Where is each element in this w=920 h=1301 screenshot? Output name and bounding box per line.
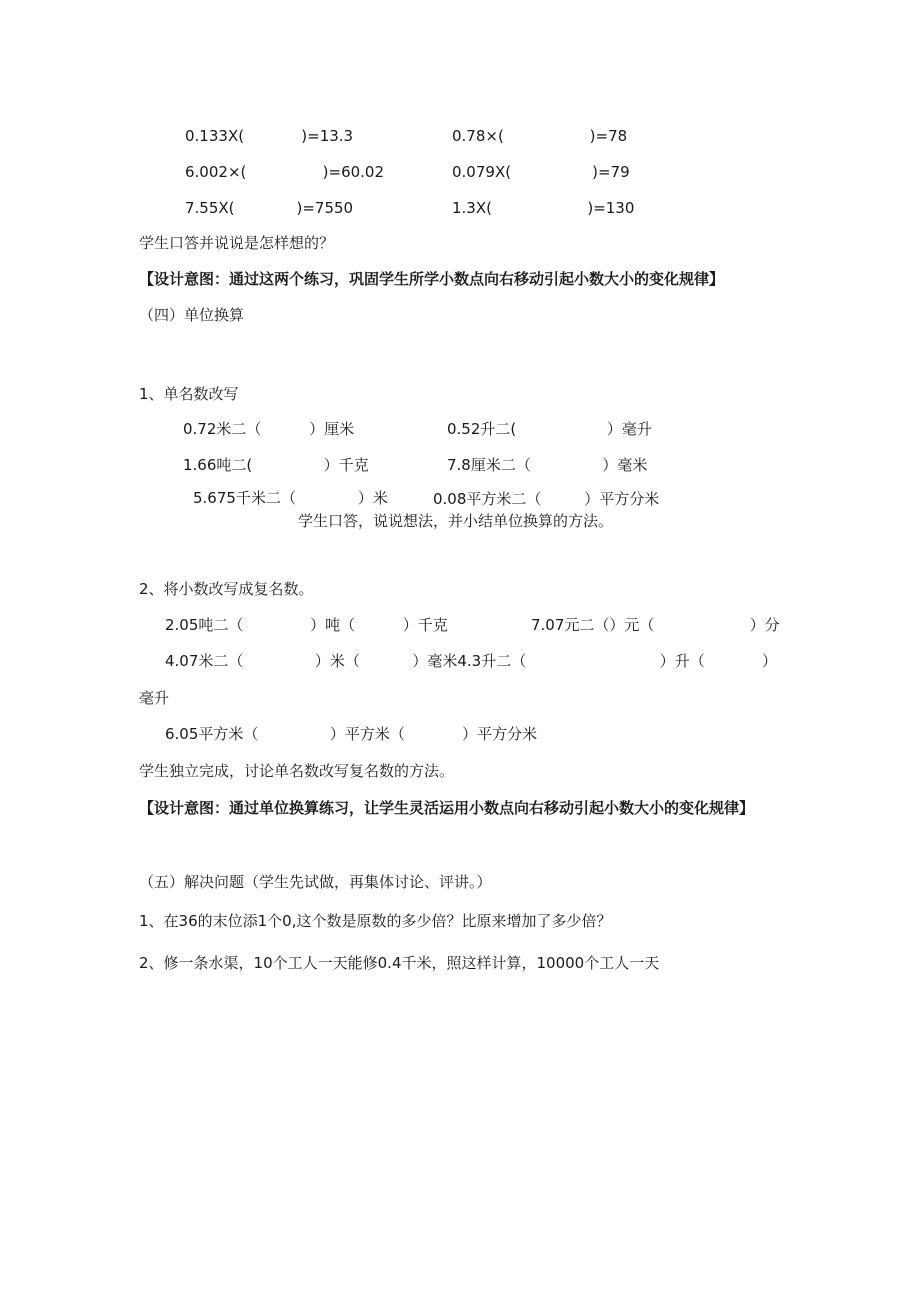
design-intent-1: 【设计意图：通过这两个练习，巩固学生所学小数点向右移动引起小数大小的变化规律】	[139, 270, 725, 288]
part-1-item-6: 0.08平方米二（ ）平方分米	[433, 490, 660, 508]
design-intent-2: 【设计意图：通过单位换算练习，让学生灵活运用小数点向右移动引起小数大小的变化规律】	[139, 799, 755, 817]
multiply-row-2-left: 6.002×( )=60.02	[185, 163, 385, 181]
part-2-item-4: 6.05平方米（ ）平方米（ ）平方分米	[165, 725, 538, 743]
part-2-summary: 学生独立完成，讨论单名数改写复名数的方法。	[139, 762, 455, 780]
oral-answer-1: 学生口答并说说是怎样想的？	[139, 234, 335, 252]
multiply-row-1-left: 0.133X( )=13.3	[185, 127, 354, 145]
multiply-row-3-right: 1.3X( )=130	[452, 199, 635, 217]
problem-1: 1、在36的末位添1个0,这个数是原数的多少倍？比原来增加了多少倍？	[139, 912, 612, 930]
multiply-row-2-right: 0.079X( )=79	[452, 163, 630, 181]
section-4-title: （四）单位换算	[139, 306, 245, 324]
part-2-item-3: 4.07米二（ ）米（ ）毫米4.3升二（ ）升（ ）	[165, 652, 777, 670]
part-1-item-1: 0.72米二（ ）厘米	[183, 420, 355, 438]
section-5-title: （五）解决问题（学生先试做，再集体讨论、评讲。）	[139, 873, 492, 891]
part-1-item-5: 5.675千米二（ ）米	[193, 489, 388, 507]
problem-2: 2、修一条水渠，10个工人一天能修0.4千米，照这样计算，10000个工人一天	[139, 954, 660, 972]
part-1-title: 1、单名数改写	[139, 385, 239, 403]
multiply-row-3-left: 7.55X( )=7550	[185, 199, 354, 217]
part-2-title: 2、将小数改写成复名数。	[139, 580, 314, 598]
part-1-item-2: 0.52升二( ）毫升	[447, 420, 652, 438]
part-2-item-2: 7.07元二（）元（ ）分	[531, 616, 780, 634]
part-1-summary: 学生口答，说说想法，并小结单位换算的方法。	[298, 512, 614, 530]
part-2-item-1: 2.05吨二（ ）吨（ ）千克	[165, 616, 448, 634]
multiply-row-1-right: 0.78×( )=78	[452, 127, 628, 145]
part-1-item-4: 7.8厘米二（ ）毫米	[447, 456, 648, 474]
part-1-item-3: 1.66吨二( ）千克	[183, 456, 369, 474]
part-2-item-3-continued: 毫升	[139, 689, 170, 707]
